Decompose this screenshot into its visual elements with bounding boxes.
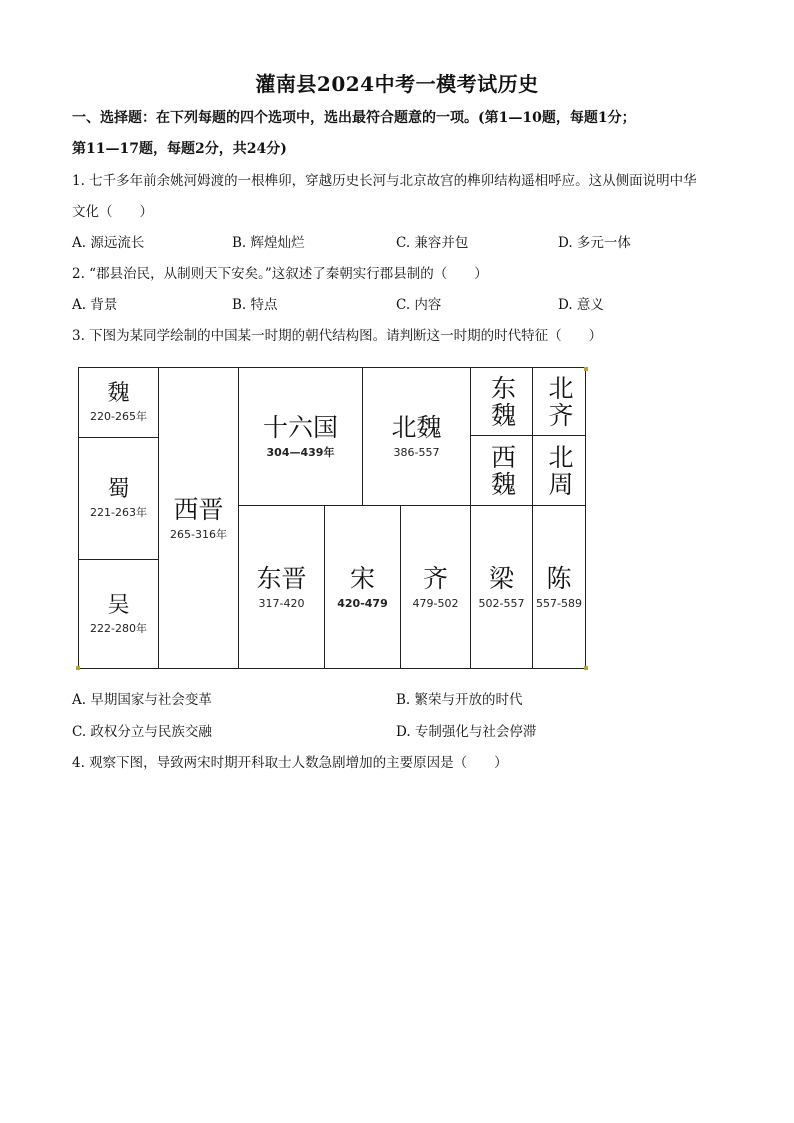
q1-option-a[interactable]: A. 源远流长 [72, 235, 145, 251]
q1-option-b[interactable]: B. 辉煌灿烂 [232, 235, 305, 251]
dynasty-dongwei-name: 东魏 [487, 374, 517, 429]
cell-dongjin [239, 506, 325, 668]
q3-option-a[interactable]: A. 早期国家与社会变革 [72, 692, 212, 708]
cell-shiliuguo [239, 368, 363, 506]
dynasty-structure-chart [78, 367, 586, 669]
cell-qi [401, 506, 471, 668]
selection-handle [76, 666, 80, 670]
cell-wu [79, 560, 159, 668]
q4-stem: 4. 观察下图，导致两宋时期开科取士人数急剧增加的主要原因是（ ） [72, 755, 508, 771]
dynasty-beizhou-name: 北周 [545, 443, 574, 498]
dynasty-shu-years: 221-263年 [90, 506, 147, 519]
cell-shu [79, 438, 159, 560]
dynasty-song-name: 宋 [349, 563, 375, 593]
q3-option-b[interactable]: B. 繁荣与开放的时代 [396, 692, 523, 708]
q2-option-b[interactable]: B. 特点 [232, 297, 278, 313]
section-heading-line-1: 一、选择题：在下列每题的四个选项中，选出最符合题意的一项。(第1—10题，每题1分； [72, 110, 636, 126]
section-heading-line-2: 第11—17题，每题2分，共24分) [72, 141, 287, 157]
dynasty-qi-years: 479-502 [412, 596, 459, 610]
dynasty-xijin-name: 西晋 [173, 494, 224, 524]
cell-xiwei [471, 436, 533, 506]
selection-handle [584, 666, 588, 670]
cell-beiqi [533, 368, 585, 436]
cell-chen [533, 506, 585, 668]
dynasty-wei-years: 220-265年 [90, 410, 147, 423]
cell-wei [79, 368, 159, 438]
dynasty-wei-name: 魏 [107, 381, 130, 406]
dynasty-shu-name: 蜀 [107, 477, 130, 502]
dynasty-liang-years: 502-557 [478, 596, 525, 610]
dynasty-beiwei-years: 386-557 [393, 446, 440, 459]
dynasty-wu-name: 吴 [107, 592, 130, 618]
cell-xijin [159, 368, 239, 668]
dynasty-song-years: 420-479 [337, 596, 388, 610]
dynasty-dongjin-name: 东晋 [256, 563, 307, 593]
cell-song [325, 506, 401, 668]
dynasty-chen-name: 陈 [546, 563, 572, 593]
q2-option-c[interactable]: C. 内容 [396, 297, 442, 313]
dynasty-xijin-years: 265-316年 [170, 527, 227, 541]
cell-liang [471, 506, 533, 668]
q1-stem-line-2: 文化（ ） [72, 204, 153, 220]
dynasty-wu-years: 222-280年 [90, 621, 147, 635]
cell-beiwei [363, 368, 471, 506]
dynasty-shiliuguo-name: 十六国 [262, 413, 338, 442]
q3-option-c[interactable]: C. 政权分立与民族交融 [72, 724, 212, 740]
q2-stem: 2. “郡县治民，从制则天下安矣。”这叙述了秦朝实行郡县制的（ ） [72, 266, 488, 282]
dynasty-beiqi-name: 北齐 [545, 374, 574, 429]
q1-option-d[interactable]: D. 多元一体 [558, 235, 631, 251]
dynasty-shiliuguo-years: 304—439年 [266, 446, 335, 459]
q3-stem: 3. 下图为某同学绘制的中国某一时期的朝代结构图。请判断这一时期的时代特征（ ） [72, 328, 603, 344]
selection-handle [584, 367, 588, 371]
dynasty-liang-name: 梁 [488, 563, 514, 593]
dynasty-dongjin-years: 317-420 [258, 596, 305, 610]
q2-option-d[interactable]: D. 意义 [558, 297, 604, 313]
q1-stem-line-1: 1. 七千多年前余姚河姆渡的一根榫卯，穿越历史长河与北京故宫的榫卯结构遥相呼应。这从侧面说明中华 [72, 173, 697, 189]
cell-beizhou [533, 436, 585, 506]
q1-option-c[interactable]: C. 兼容并包 [396, 235, 469, 251]
q3-option-d[interactable]: D. 专制强化与社会停滞 [396, 724, 537, 740]
dynasty-chen-years: 557-589 [536, 596, 582, 610]
q2-option-a[interactable]: A. 背景 [72, 297, 118, 313]
cell-dongwei [471, 368, 533, 436]
dynasty-beiwei-name: 北魏 [391, 413, 442, 442]
dynasty-qi-name: 齐 [422, 563, 448, 593]
page-title: 灌南县2024中考一模考试历史 [255, 72, 539, 96]
dynasty-xiwei-name: 西魏 [487, 443, 517, 498]
